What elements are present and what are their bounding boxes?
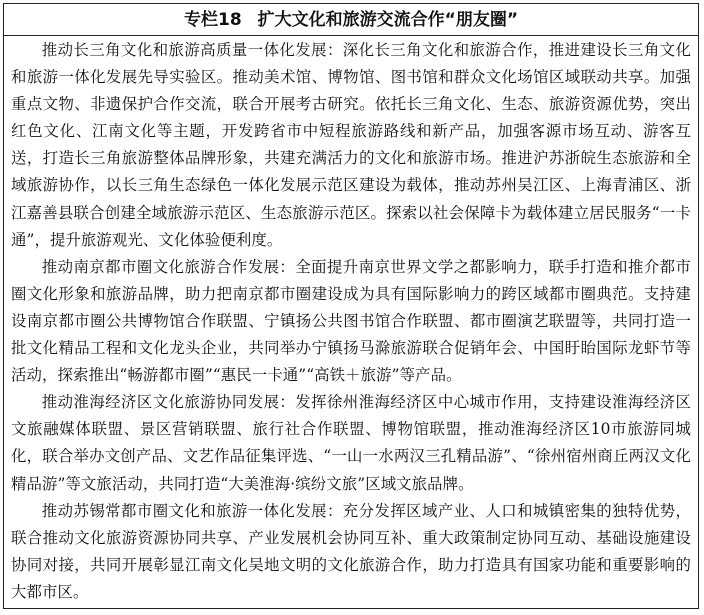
column-box [3,3,699,609]
paragraph-huaihai: 推动淮海经济区文化旅游协同发展：发挥徐州淮海经济区中心城市作用，支持建设淮海经济区文旅融媒体联盟、景区营销联盟、旅行社合作联盟、博物馆联盟，推动淮海经济区10市旅游同城化，联合举办文创产品、文艺作品征集评选、“一山一水两汉三孔精品游”、“徐州宿州商丘两汉文化精品游”等文旅活动，共同打造“大美淮海·缤纷文旅”区域文旅品牌。 [11,393,691,493]
column-title: 扩大文化和旅游交流合作“朋友圈” [257,10,519,30]
paragraph-suxichang: 推动苏锡常都市圈文化和旅游一体化发展：充分发挥区域产业、人口和城镇密集的独特优势，联合推动文化旅游资源协同共享、产业发展机会协同互补、重大政策制定协同互动、基础设施建设协同对接，共同开展彰显江南文化吴地文明的文化旅游合作，助力打造具有国家功能和重要影响的大都市区。 [11,501,691,601]
column-header [4,4,698,36]
column-body [4,36,698,606]
paragraph-nanjing-metro: 推动南京都市圈文化旅游合作发展：全面提升南京世界文学之都影响力，联手打造和推介都市圈文化形象和旅游品牌，助力把南京都市圈建设成为具有国际影响力的跨区域都市圈典范。支持建设南京都市圈公共博物馆合作联盟、宁镇扬公共图书馆合作联盟、都市圈演艺联盟等，共同打造一批文化精品工程和文化龙头企业，共同举办宁镇扬马滁旅游联合促销年会、中国盱眙国际龙虾节等活动，探索推出“畅游都市圈”“惠民一卡通”“高铁＋旅游”等产品。 [11,257,691,385]
paragraph-yangtze-delta: 推动长三角文化和旅游高质量一体化发展：深化长三角文化和旅游合作，推进建设长三角文化和旅游一体化发展先导实验区。推动美术馆、博物馆、图书馆和群众文化场馆区域联动共享。加强重点文物、非遗保护合作交流，联合开展考古研究。依托长三角文化、生态、旅游资源优势，突出红色文化、江南文化等主题，开发跨省市中短程旅游路线和新产品，加强客源市场互动、游客互送，打造长三角旅游整体品牌形象，共建充满活力的文化和旅游市场。推进沪苏浙皖生态旅游和全域旅游协作，以长三角生态绿色一体化发展示范区建设为载体，推动苏州吴江区、上海青浦区、浙江嘉善县联合创建全域旅游示范区、生态旅游示范区。探索以社会保障卡为载体建立居民服务“一卡通”，提升旅游观光、文化体验便利度。 [11,41,691,249]
column-number: 专栏18 [183,10,242,30]
